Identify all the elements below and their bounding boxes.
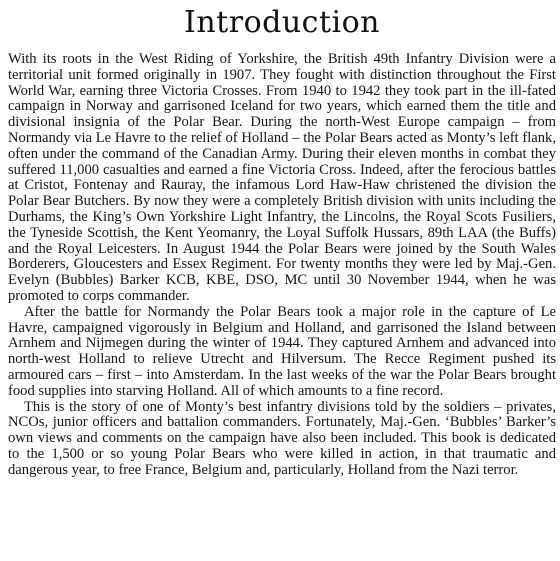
- paragraph-1: With its roots in the West Riding of Yorkshire, the British 49th Infantry Division were a territorial unit formed originally in 1907. They fought with distinction throughout the First World War, earning three Victoria Crosses. From 1940 to 1942 they took part in the ill-fated campaign in Norway and garrisoned Iceland for two years, which earned them the title and divisional insignia of the Polar Bear. During the north-West Europe campaign – from Normandy via Le Havre to the relief of Holland – the Polar Bears acted as Monty’s left flank, often under the command of the Canadian Army. During their eleven months in combat they suffered 11,000 casualties and earned a fine Victoria Cross. Indeed, after the ferocious battles at Cristot, Fontenay and Rauray, the infamous Lord Haw-Haw christened the division the Polar Bear Butchers. By now they were a completely British division with units including the Durhams, the King’s Own Yorkshire Light Infantry, the Lincolns, the Royal Scots Fusiliers, the Tyneside Scottish, the Kent Yeomanry, the Loyal Suffolk Hussars, 89th LAA (the Buffs) and the Royal Leicesters. In August 1944 the Polar Bears were joined by the South Wales Borderers, Gloucesters and Essex Regiment. For twenty months they were led by Maj.-Gen. Evelyn (Bubbles) Barker KCB, KBE, DSO, MC until 30 November 1944, when he was promoted to corps commander.: [8, 51, 556, 304]
- paragraph-2: After the battle for Normandy the Polar Bears took a major role in the capture of Le Havre, campaigned vigorously in Belgium and Holland, and garrisoned the Island between Arnhem and Nijmegen during the winter of 1944. They captured Arnhem and advanced into north-west Holland to relieve Utrecht and Hilversum. The Recce Regiment pushed its armoured cars – first – into Amsterdam. In the last weeks of the war the Polar Bears brought food supplies into starving Holland. All of which amounts to a fine record.: [8, 303, 556, 399]
- paragraph-3: This is the story of one of Monty’s best infantry divisions told by the soldiers – privates, NCOs, junior officers and battalion commanders. Fortunately, Maj.-Gen. ‘Bubbles’ Barker’s own views and comments on the campaign have also been included. This book is dedicated to the 1,500 or so young Polar Bears who were killed in action, in that traumatic and dangerous year, to free France, Belgium and, particularly, Holland from the Nazi terror.: [8, 398, 556, 478]
- page-title: Introduction: [184, 5, 380, 40]
